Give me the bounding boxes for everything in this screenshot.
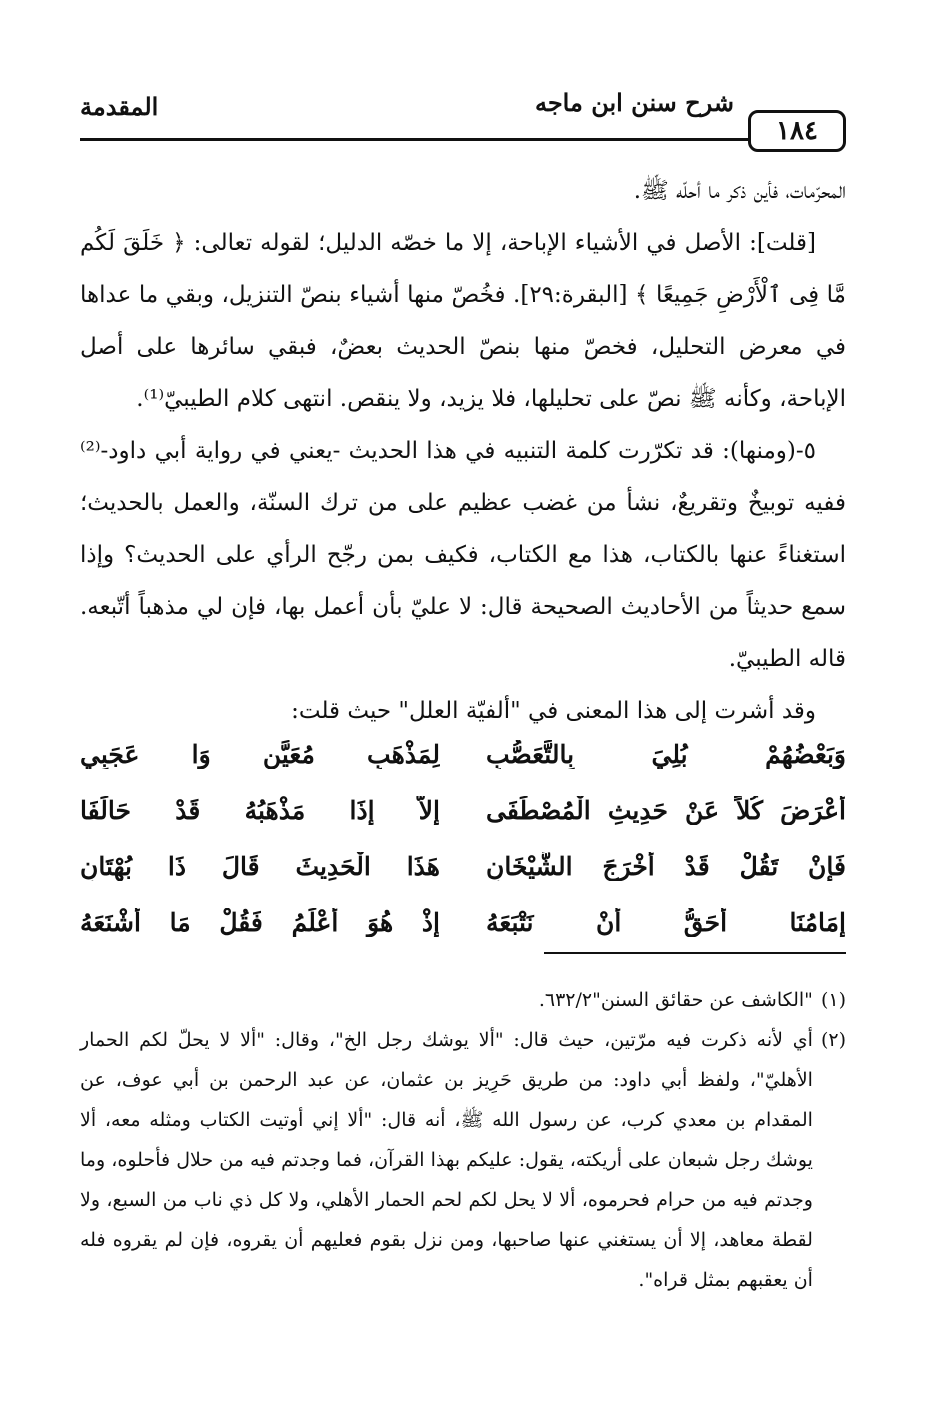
footnotes [80, 980, 846, 1300]
poem-hemistich-first: وَبَعْضُهُمْ بُلِيَ بِالتَّعَصُّبِ [486, 739, 846, 769]
footnote-text: "الكاشف عن حقائق السنن"٦٣٢/٢. [538, 989, 813, 1011]
poem-verse [80, 726, 846, 782]
poem-verse [80, 782, 846, 838]
page-header [80, 88, 846, 148]
main-text [80, 165, 846, 737]
poem-hemistich-second: إِلاَّ إِذَا مَذْهَبُهُ قَدْ حَالَفَا [80, 795, 440, 825]
footnote-marker: (٢) [820, 1029, 846, 1051]
section-title: المقدمة [80, 92, 159, 121]
paragraph-1: المحرّمات، فأين ذكر ما أحلّه ﷺ. [633, 178, 846, 204]
poem-hemistich-first: أَعْرَضَ كُلاً عَنْ حَدِيثِ الْمُصْطَفَى [486, 795, 846, 825]
poem-hemistich-second: لِمَذْهَبٍ مُعَيَّنٍ وَا عَجَبِي [80, 739, 440, 769]
poem-hemistich-second: هَذَا الْحَدِيثَ قَالَ ذَا بُهْتَانِ [80, 851, 440, 881]
header-rule [80, 138, 846, 141]
poem-verse [80, 838, 846, 894]
footnote-separator [544, 952, 846, 954]
poem-hemistich-first: إِمَامُنَا أَحَقُّ أَنْ نَتْبَعَهُ [486, 907, 846, 937]
footnote-text: أي لأنه ذكرت فيه مرّتين، حيث قال: "ألا يوشك رجل الخ"، وقال: "ألا لا يحلّ لكم الحمار الأهليّ"، ولفظ أبي داود: من طريق حَرِيز بن عثمان، عن عبد الرحمن بن أبي عوف، عن المقدام بن معدي كرب، عن رسول الله ﷺ، أنه قال: "ألا إني أوتيت الكتاب ومثله معه، ألا يوشك رجل شبعان على أريكته، يقول: عليكم بهذا القرآن، فما وجدتم فيه من حلال فأحلوه، وما وجدتم فيه من حرام فحرموه، ألا لا يحل لكم لحم الحمار الأهلي، ولا كل ذي ناب من السبع، ولا لقطة معاهد، إلا أن يستغني عنها صاحبها، ومن نزل بقوم فعليهم أن يقروه، فإن لم يقروه فله أن يعقبهم بمثل قراه". [80, 1029, 813, 1291]
poem-verse [80, 894, 846, 950]
paragraph-3: ٥-(ومنها): قد تكرّرت كلمة التنبيه في هذا الحديث -يعني في رواية أبي داود-⁽²⁾ ففيه توبيخٌ وتقريعٌ، نشأ من غضب عظيم على من ترك السنّة، والعمل بالحديث؛ استغناءً عنها بالكتاب، هذا مع الكتاب، فكيف بمن رجّح الرأي على الحديث؟ وإذا سمع حديثاً من الأحاديث الصحيحة قال: لا عليّ بأن أعمل بها، فإن لي مذهباً أتّبعه. قاله الطيبيّ. [80, 438, 846, 672]
footnote-1 [80, 980, 846, 1020]
paragraph-4: وقد أشرت إلى هذا المعنى في "ألفيّة العلل" حيث قلت: [291, 698, 816, 724]
poem-hemistich-second: إِذْ هُوَ أَعْلَمُ فَقُلْ مَا أَشْنَعَهُ [80, 907, 440, 937]
paragraph-2: [قلت]: الأصل في الأشياء الإباحة، إلا ما خصّه الدليل؛ لقوله تعالى: ﴿ خَلَقَ لَكُم مَّا فِى ٱلْأَرْضِ جَمِيعًا ﴾ [البقرة:٢٩]. فخُصّ منها أشياء بنصّ التنزيل، وبقي ما عداها في معرض التحليل، فخصّ منها بنصّ الحديث بعضٌ، فبقي سائرها على أصل الإباحة، وكأنه ﷺ نصّ على تحليلها، فلا يزيد، ولا ينقص. انتهى كلام الطيبيّ⁽¹⁾. [80, 230, 847, 412]
page-number: ١٨٤ [748, 110, 846, 152]
footnote-2 [80, 1020, 846, 1300]
book-title: شرح سنن ابن ماجه [534, 88, 734, 117]
footnote-marker: (١) [820, 989, 846, 1011]
poem-hemistich-first: فَإِنْ تَقُلْ قَدْ أَخْرَجَ الشَّيْخَانِ [486, 851, 846, 881]
poem [80, 726, 846, 950]
